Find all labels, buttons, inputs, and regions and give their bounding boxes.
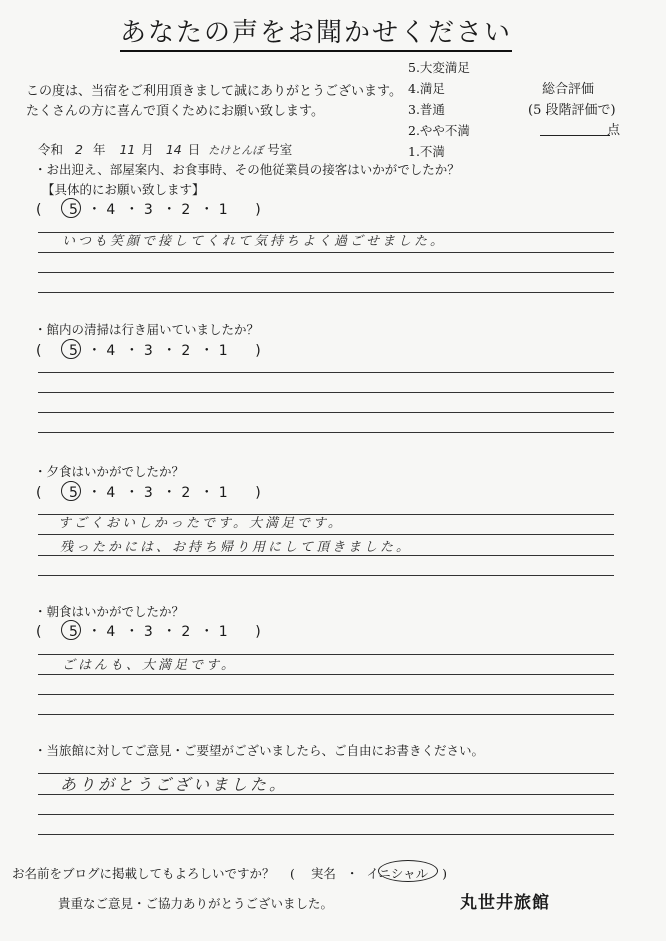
rating-2-opt-3[interactable]: 3: [143, 343, 153, 359]
question-4: ・朝食はいかがでしたか？: [34, 604, 185, 619]
answer-3-text-2: 残ったかには、お持ち帰り用にして頂きました。: [60, 540, 413, 555]
blog-selected-circle: [378, 860, 438, 882]
rating-2-opt-1[interactable]: 1: [218, 343, 228, 359]
rating-row-4[interactable]: ( 5 ・ 4 ・ 3 ・ 2 ・ 1 ): [36, 624, 261, 640]
answer-line: [38, 694, 614, 695]
date-month-unit: 月: [141, 142, 154, 157]
overall-sub: (5 段階評価で): [528, 103, 616, 118]
rating-3-selected-circle: [61, 481, 81, 501]
rating-4-opt-4[interactable]: 4: [106, 624, 116, 640]
rating-1-opt-5[interactable]: 5: [68, 202, 78, 218]
intro-line-1: この度は、当宿をご利用頂きまして誠にありがとうございます。: [26, 84, 402, 99]
rating-4-selected-circle: [61, 620, 81, 640]
answer-line: [38, 392, 614, 393]
overall-label: 総合評価: [542, 82, 595, 97]
rating-2-opt-5[interactable]: 5: [68, 343, 78, 359]
page-title: あなたの声をお聞かせください: [120, 18, 512, 52]
answer-line: [38, 432, 614, 433]
answer-line: [38, 794, 614, 795]
answer-3-text-1: すごくおいしかったです。大満足です。: [58, 516, 344, 531]
answer-line: [38, 272, 614, 273]
answer-5-text-1: ありがとうございました。: [60, 775, 289, 794]
rating-4-opt-2[interactable]: 2: [181, 624, 191, 640]
rating-2-opt-2[interactable]: 2: [181, 343, 191, 359]
rating-3-opt-3[interactable]: 3: [143, 485, 153, 501]
rating-3-opt-4[interactable]: 4: [106, 485, 116, 501]
scale-item-2: 2.やや不満: [408, 123, 470, 138]
scale-item-1: 1.不満: [408, 144, 445, 159]
rating-3-opt-5[interactable]: 5: [68, 485, 78, 501]
rating-row-1[interactable]: ( 5 ・ 4 ・ 3 ・ 2 ・ 1 ): [36, 202, 261, 218]
date-year-unit: 年: [92, 142, 106, 157]
answer-line: [38, 814, 614, 815]
rating-4-opt-5[interactable]: 5: [68, 624, 78, 640]
rating-1-opt-3[interactable]: 3: [143, 202, 153, 218]
rating-2-opt-4[interactable]: 4: [106, 343, 116, 359]
rating-row-3[interactable]: ( 5 ・ 4 ・ 3 ・ 2 ・ 1 ): [36, 485, 261, 501]
date-room-line: [38, 140, 292, 158]
overall-score-blank[interactable]: [540, 135, 610, 136]
date-day-unit: 日: [187, 142, 201, 157]
rating-4-opt-3[interactable]: 3: [143, 624, 153, 640]
answer-line: [38, 252, 614, 253]
question-3: ・夕食はいかがでしたか？: [34, 464, 185, 479]
intro-line-2: たくさんの方に喜んで頂くためにお願い致します。: [26, 104, 324, 119]
rating-4-opt-1[interactable]: 1: [218, 624, 228, 640]
rating-3-opt-1[interactable]: 1: [218, 485, 228, 501]
room-unit: 号室: [267, 142, 293, 157]
rating-1-opt-1[interactable]: 1: [218, 202, 228, 218]
answer-line: [38, 714, 614, 715]
rating-row-2[interactable]: ( 5 ・ 4 ・ 3 ・ 2 ・ 1 ): [36, 343, 261, 359]
answer-4-text-1: ごはんも、大満足です。: [62, 658, 237, 673]
inn-name: 丸世井旅館: [460, 893, 550, 913]
rating-3-opt-2[interactable]: 2: [181, 485, 191, 501]
blog-option-realname[interactable]: 実名: [310, 866, 336, 881]
answer-line: [38, 674, 614, 675]
scale-item-5: 5.大変満足: [408, 60, 470, 75]
thanks-text: 貴重なご意見・ご協力ありがとうございました。: [58, 896, 334, 911]
answer-line: [38, 372, 614, 373]
rating-1-selected-circle: [61, 198, 81, 218]
answer-line: [38, 534, 614, 535]
question-1-note: 【具体的にお願い致します】: [42, 182, 205, 197]
answer-line: [38, 412, 614, 413]
rating-1-opt-4[interactable]: 4: [106, 202, 116, 218]
answer-1-text-1: いつも笑顔で接してくれて気持ちよく過ごせました。: [62, 234, 447, 249]
blog-option-initial[interactable]: イニシャル: [366, 866, 429, 881]
answer-line: [38, 555, 614, 556]
overall-unit: 点: [607, 123, 621, 138]
question-5: ・当旅館に対してご意見・ご要望がございましたら、ご自由にお書きください。: [34, 743, 485, 758]
answer-line: [38, 292, 614, 293]
blog-options: ( 実名 ・ イニシャル ): [290, 866, 448, 881]
answer-line: [38, 834, 614, 835]
question-1: ・お出迎え、部屋案内、お食事時、その他従業員の接客はいかがでしたか？: [34, 162, 460, 177]
date-day: 14: [165, 142, 182, 157]
answer-line: [38, 575, 614, 576]
blog-question: お名前をブログに掲載してもよろしいですか？: [12, 866, 275, 881]
date-month: 11: [119, 142, 136, 157]
scale-item-3: 3.普通: [408, 102, 445, 117]
rating-2-selected-circle: [61, 339, 81, 359]
room-name: たけとんぼ: [208, 144, 264, 157]
question-2: ・館内の清掃は行き届いていましたか？: [34, 322, 260, 337]
date-year: 2: [75, 142, 83, 157]
scale-item-4: 4.満足: [408, 81, 445, 96]
rating-1-opt-2[interactable]: 2: [181, 202, 191, 218]
date-era: 令和: [38, 142, 64, 157]
